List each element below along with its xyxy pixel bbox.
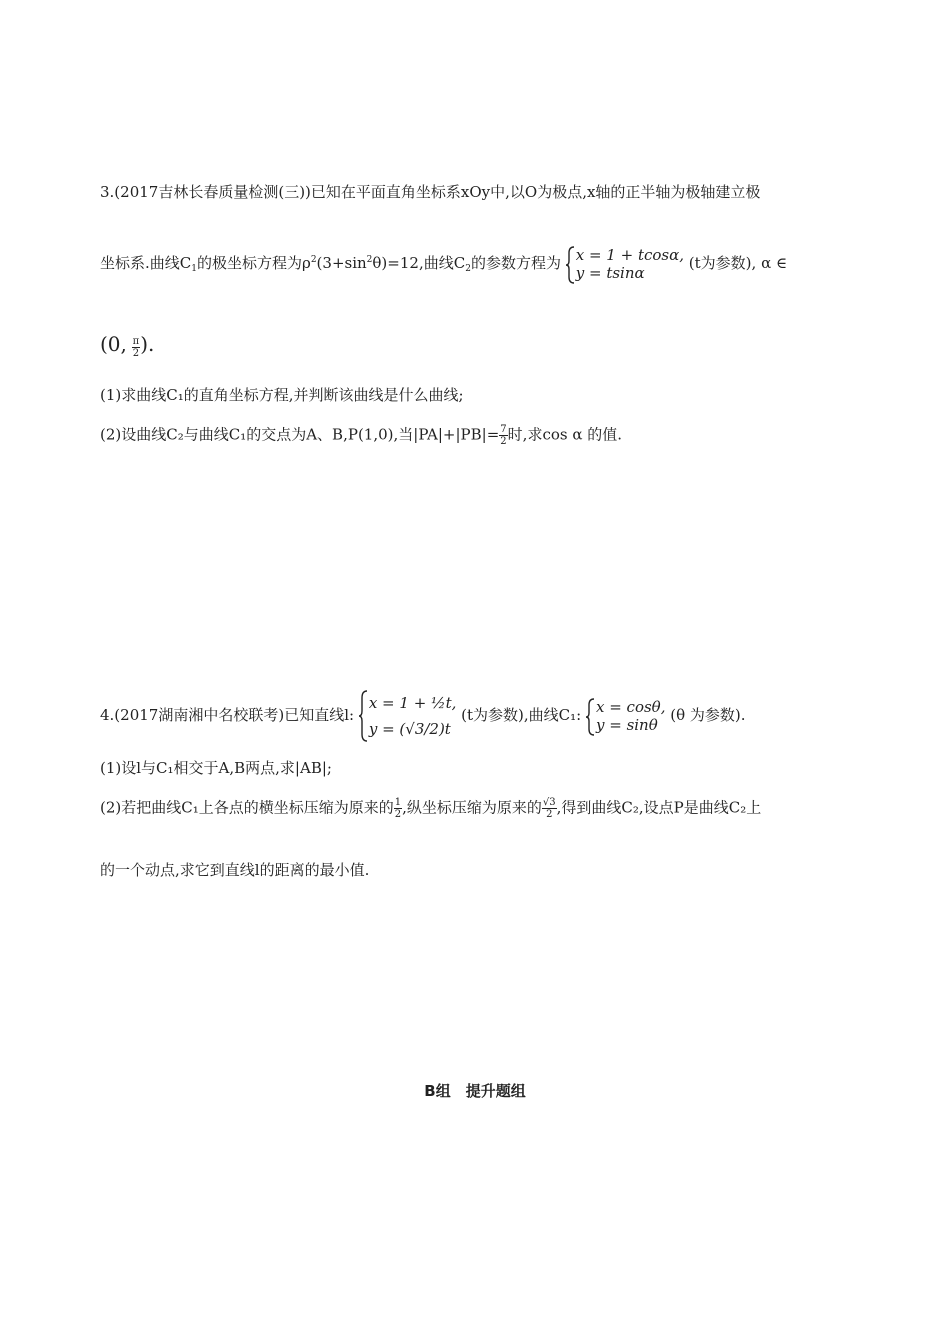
q4-line-system [359,690,457,742]
q3-part2 [100,424,622,447]
sub-2: 2 [465,264,471,274]
q3-sys-row2: y = tsinα [575,264,645,282]
q3-interval [100,334,154,359]
sup-2: 2 [310,255,317,265]
q3-text-f: (t为参数), α ∈ [688,254,788,272]
q4-part2-b: ,纵坐标压缩为原来的 [402,798,542,817]
q4-part2-a: (2)若把曲线C₁上各点的横坐标压缩为原来的 [100,798,394,817]
frac-den: 2 [546,809,553,820]
one-half [394,797,402,820]
q3-line1: 3.(2017吉林长春质量检测(三))已知在平面直角坐标系xOy中,以O为极点,x轴的正半轴为极轴建立极 [100,183,761,201]
sub-1: 1 [191,264,197,274]
q4-part2 [100,797,761,820]
frac-den: 2 [500,436,507,447]
brace-icon [359,690,369,742]
q4-l-row2: y = (√3/2)t [368,720,451,738]
q3-text-e: 的参数方程为 [470,254,561,272]
q3-part2-b: 时,求cos α 的值. [507,425,623,444]
q3-part1: (1)求曲线C₁的直角坐标方程,并判断该曲线是什么曲线; [100,386,464,404]
q4-line1 [100,690,746,742]
q4-text-c: (θ 为参数). [670,706,746,724]
seven-halves [499,424,507,447]
interval-open: (0, [100,332,127,356]
section-heading: B组 提升题组 [424,1082,526,1100]
sup-2b: 2 [366,255,373,265]
q4-part2-line2: 的一个动点,求它到直线l的距离的最小值. [100,861,370,879]
q3-param-system [566,246,684,282]
frac-den: 2 [132,347,140,359]
q3-text-a: 坐标系.曲线C [100,254,192,272]
q3-text-d: θ)=12,曲线C [372,254,466,272]
brace-icon [586,698,596,736]
q4-curve-system [586,698,666,734]
q3-line2 [100,246,787,282]
frac-num: √3 [542,797,556,808]
interval-close: ). [140,332,155,356]
frac-den: 2 [394,809,402,820]
q4-c-row2: y = sinθ [595,716,658,734]
frac-num: π [132,335,140,347]
sqrt3-over-2 [542,797,557,820]
q4-c-row1: x = cosθ, [595,698,666,716]
q4-part1: (1)设l与C₁相交于A,B两点,求|AB|; [100,759,332,777]
q4-part2-c: ,得到曲线C₂,设点P是曲线C₂上 [556,798,762,817]
brace-icon [566,246,576,284]
pi-over-2 [132,336,141,359]
frac-num: 7 [500,424,507,435]
q4-text-b: (t为参数),曲线C₁: [461,706,582,724]
q3-text-b: 的极坐标方程为ρ [196,254,311,272]
q3-part2-a: (2)设曲线C₂与曲线C₁的交点为A、B,P(1,0),当|PA|+|PB|= [100,425,500,444]
q4-l-row1: x = 1 + ½t, [368,694,457,712]
q3-text-c: (3+sin [316,254,367,272]
q4-text-a: 4.(2017湖南湘中名校联考)已知直线l: [100,706,355,724]
q3-sys-row1: x = 1 + tcosα, [575,246,685,264]
frac-num: 1 [394,797,402,808]
